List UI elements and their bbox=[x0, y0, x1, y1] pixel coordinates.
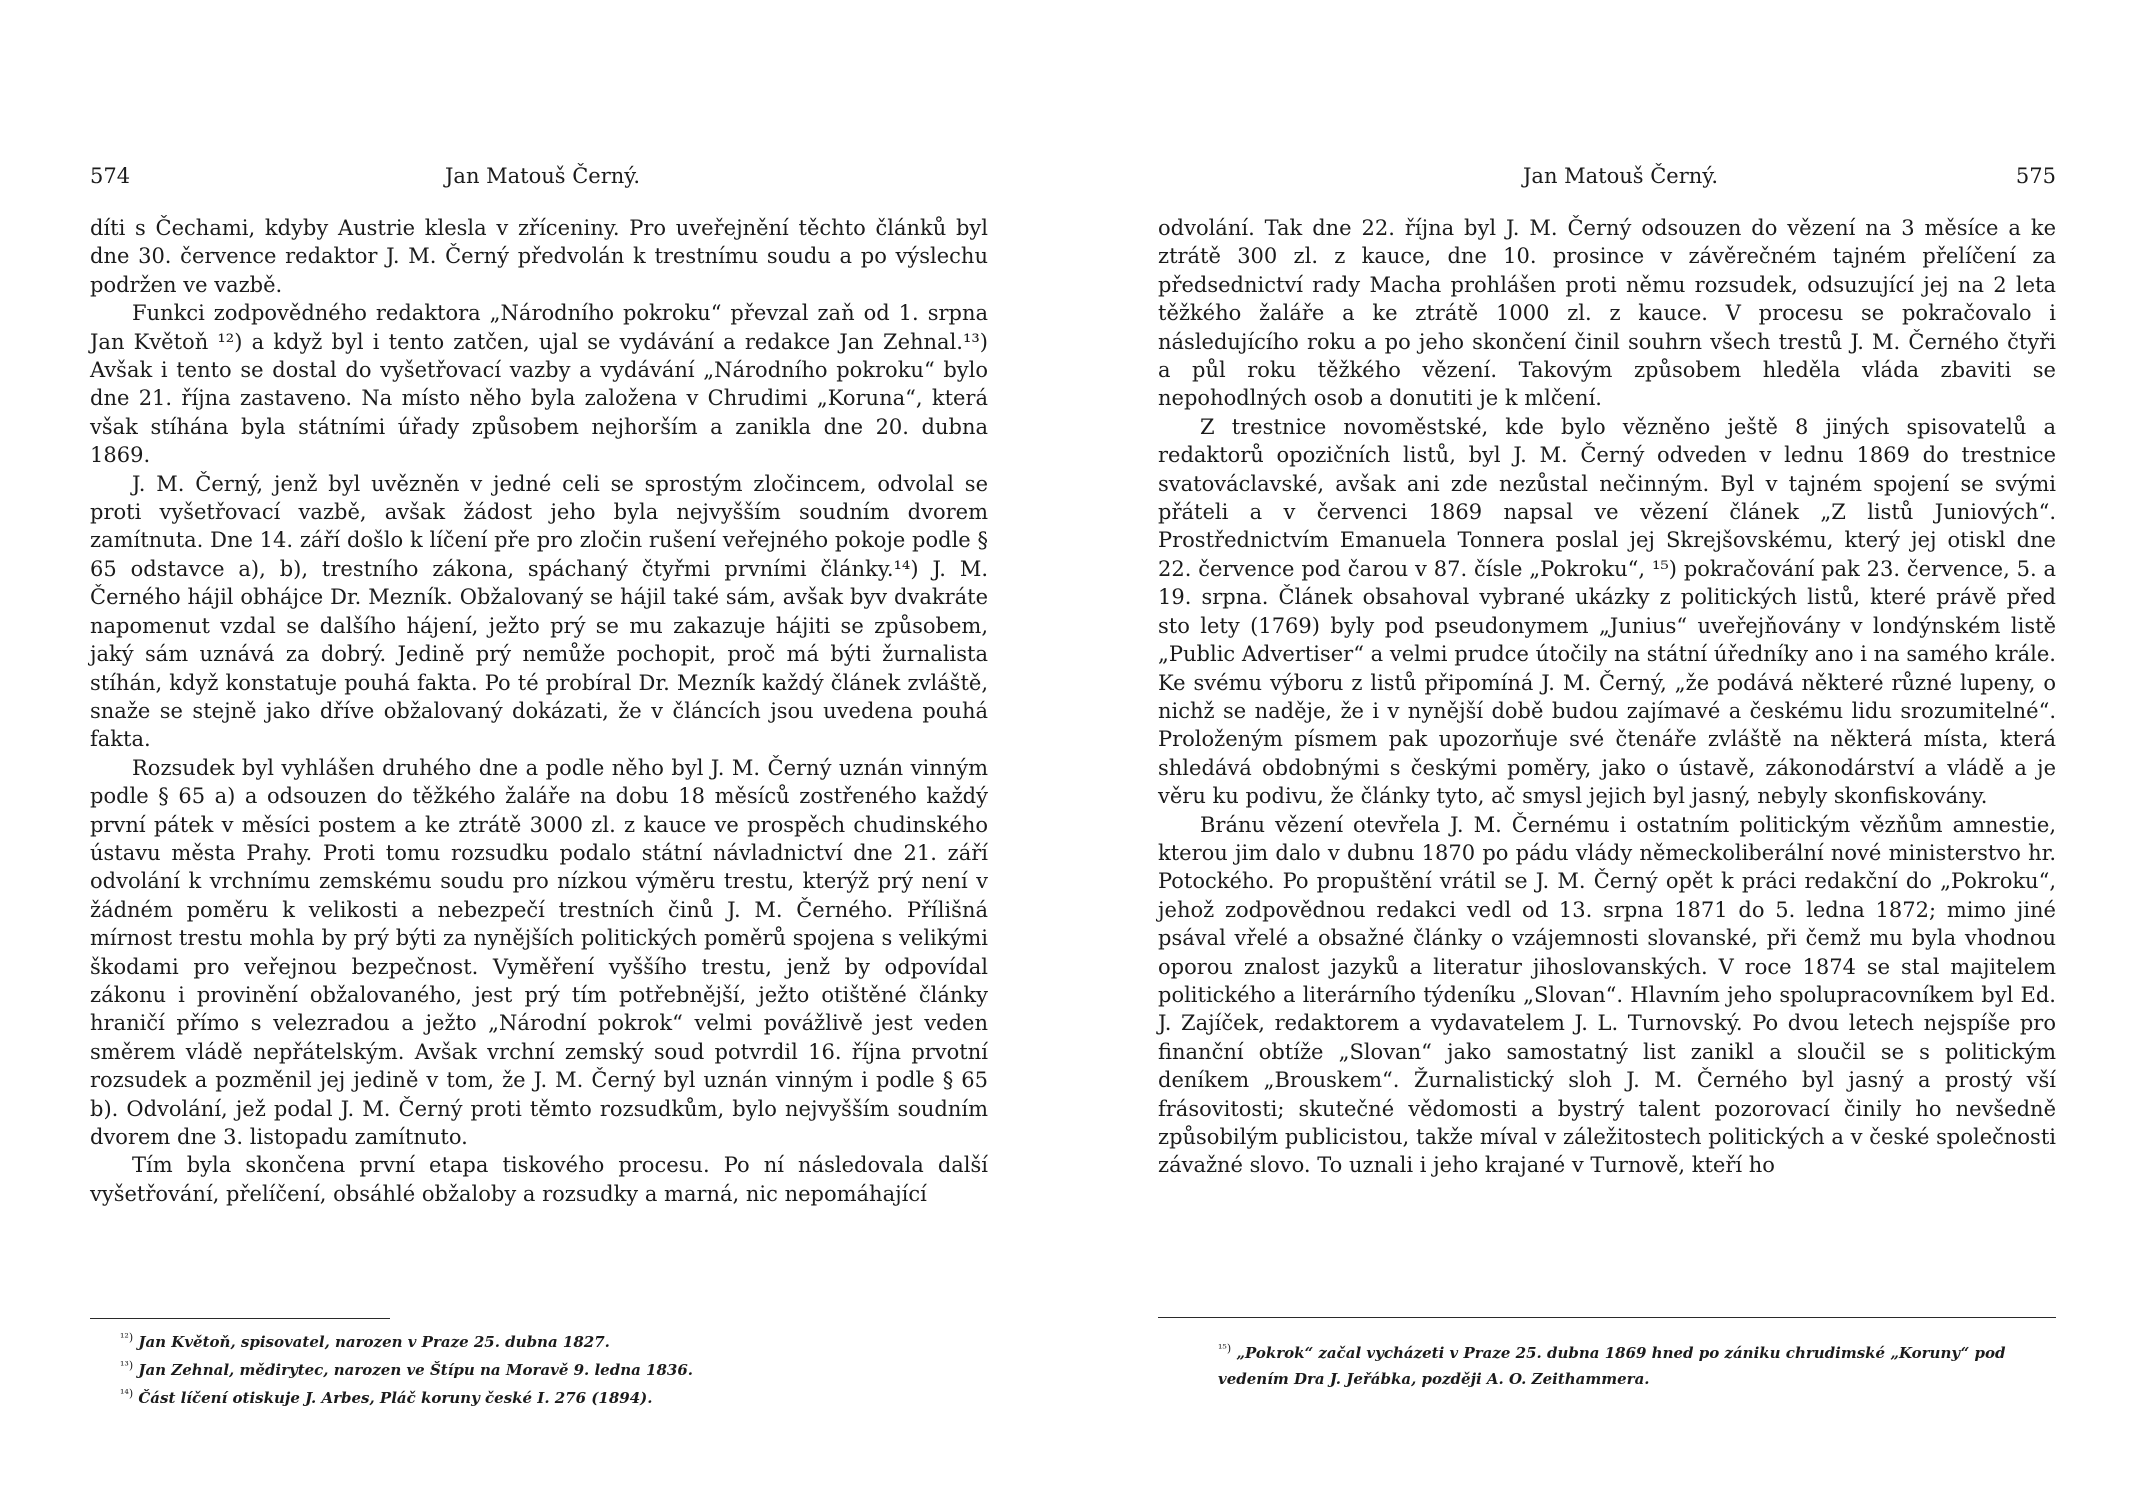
left-page-header bbox=[90, 160, 988, 192]
left-running-title: Jan Matouš Černý. bbox=[445, 164, 641, 188]
right-page-number: 575 bbox=[2015, 164, 2056, 188]
footnote-13-number: ¹³) bbox=[120, 1359, 134, 1372]
left-footnotes bbox=[120, 1326, 988, 1410]
footnote-12-text: Jan Květoň, spisovatel, narozen v Praze 25. dubna 1827. bbox=[138, 1333, 610, 1351]
right-paragraph-1: odvolání. Tak dne 22. října byl J. M. Černý odsouzen do vězení na 3 měsíce a ke ztrátě 300 zl. z kauce, dne 10. prosince v závěrečném tajném přelíčení za předsednictví rady Macha prohlášen proti němu rozsudek, odsuzující jej na 2 leta těžkého žaláře a ke ztrátě 1000 zl. z kauce. V procesu se pokračovalo i následujícího roku a po jeho skončení činil souhrn všech trestů J. M. Černého čtyři a půl roku těžkého vězení. Takovým způsobem hleděla vláda zbaviti se nepohodlných osob a donutiti je k mlčení. bbox=[1158, 216, 2056, 411]
footnote-14-number: ¹⁴) bbox=[120, 1387, 134, 1400]
left-paragraph-2: Funkci zodpovědného redaktora „Národního pokroku“ převzal zaň od 1. srpna Jan Květoň ¹²) a když byl i tento zatčen, ujal se vydávání a redakce Jan Zehnal.¹³) Avšak i tento se dostal do vyšetřovací vazby a vydávání „Národního pokroku“ bylo dne 21. října zastaveno. Na místo něho byla založena v Chrudimi „Koruna“, která však stíhána byla státními úřady způsobem nejhorším a zanikla dne 20. dubna 1869. bbox=[90, 301, 988, 468]
footnote-15-number: ¹⁵) bbox=[1218, 1342, 1232, 1355]
footnote-14-text: Část líčení otiskuje J. Arbes, Pláč koruny české I. 276 (1894). bbox=[138, 1389, 653, 1407]
left-page-number: 574 bbox=[90, 164, 131, 188]
footnote-13 bbox=[120, 1354, 988, 1382]
footnote-13-text: Jan Zehnal, mědirytec, narozen ve Štípu na Moravě 9. ledna 1836. bbox=[138, 1361, 694, 1379]
right-running-title: Jan Matouš Černý. bbox=[1523, 164, 1719, 188]
footnote-15 bbox=[1218, 1336, 2056, 1392]
left-footnote-rule bbox=[90, 1318, 390, 1319]
right-page-body bbox=[1158, 214, 2056, 1180]
right-footnote-rule bbox=[1158, 1317, 2056, 1318]
right-paragraph-3: Bránu vězení otevřela J. M. Černému i ostatním politickým vězňům amnestie, kterou jim dalo v dubnu 1870 po pádu vlády německoliberální nové ministerstvo hr. Potockého. Po propuštění vrátil se J. M. Černý opět k práci redakční do „Pokroku“, jehož zodpovědnou redakci vedl od 13. srpna 1871 do 5. ledna 1872; mimo jiné psával vřelé a obsažné články o vzájemnosti slovanské, při čemž mu byla vhodnou oporou znalost jazyků a literatur jihoslovanských. V roce 1874 se stal majitelem politického a literárního týdeníku „Slovan“. Hlavním jeho spolupracovníkem byl Ed. J. Zajíček, redaktorem a vydavatelem J. L. Turnovský. Po dvou letech nejspíše pro finanční obtíže „Slovan“ jako samostatný list zanikl a sloučil se s politickým deníkem „Brouskem“. Žurnalistický sloh J. M. Černého byl jasný a prostý vší frásovitosti; skutečné vědomosti a bystrý talent pozorovací činily ho nevšedně způsobilým publicistou, takže míval v záležitostech politických a v české společnosti závažné slovo. To uznali i jeho krajané v Turnově, kteří ho bbox=[1158, 812, 2056, 1178]
right-paragraph-2: Z trestnice novoměstské, kde bylo vězněno ještě 8 jiných spisovatelů a redaktorů opozičních listů, byl J. M. Černý odveden v lednu 1869 do trestnice svatováclavské, avšak ani zde nezůstal nečinným. Byl v tajném spojení se svými přáteli a v červenci 1869 napsal ve vězení článek „Z listů Juniových“. Prostřednictvím Emanuela Tonnera poslal jej Skrejšovskému, který jej otiskl dne 22. července pod čarou v 87. čísle „Pokroku“, ¹⁵) pokračování pak 23. července, 5. a 19. srpna. Článek obsahoval vybrané ukázky z politických listů, které právě před sto lety (1769) byly pod pseudonymem „Junius“ uveřejňovány v londýnském listě „Public Advertiser“ a velmi prudce útočily na státní úředníky ano i na samého krále. Ke svému výboru z listů připomíná J. M. Černý, „že podává některé různé lupeny, o nichž se naděje, že i v nynější době budou zajímavé a českému lidu srozumitelné“. Proloženým písmem pak upozorňuje své čtenáře zvláště na některá místa, která shledává obdobnými s českými poměry, jako o ústavě, zákonodárství a vládě a je věru ku podivu, že články tyto, ač smysl jejich byl jasný, nebyly skonfiskovány. bbox=[1158, 414, 2056, 809]
left-paragraph-1: díti s Čechami, kdyby Austrie klesla v zříceniny. Pro uveřejnění těchto článků byl dne 30. července redaktor J. M. Černý předvolán k trestnímu soudu a po výslechu podržen ve vazbě. bbox=[90, 216, 988, 297]
footnote-15-text: „Pokrok“ začal vycházeti v Praze 25. dubna 1869 hned po zániku chrudimské „Koruny“ pod vedením Dra J. Jeřábka, později A. O. Zeithammera. bbox=[1218, 1344, 2006, 1388]
left-page bbox=[90, 0, 988, 1500]
footnote-12-number: ¹²) bbox=[120, 1331, 134, 1344]
left-paragraph-4: Rozsudek byl vyhlášen druhého dne a podle něho byl J. M. Černý uznán vinným podle § 65 a) a odsouzen do těžkého žaláře na dobu 18 měsíců zostřeného každý první pátek v měsíci postem a ke ztrátě 3000 zl. z kauce ve prospěch chudinského ústavu města Prahy. Proti tomu rozsudku podalo státní návladnictví dne 21. září odvolání k vrchnímu zemskému soudu pro nízkou výměru trestu, kterýž prý není v žádném poměru k velikosti a nebezpečí trestních činů J. M. Černého. Přílišná mírnost trestu mohla by prý býti za nynějších politických poměrů spojena s velikými škodami pro veřejnou bezpečnost. Vyměření vyššího trestu, jenž by odpovídal zákonu i provinění obžalovaného, jest prý tím potřebnější, ježto otištěné články hraničí přímo s velezradou a ježto „Národní pokrok“ velmi povážlivě jest veden směrem vládě nepřátelským. Avšak vrchní zemský soud potvrdil 16. října prvotní rozsudek a pozměnil jej jedině v tom, že J. M. Černý byl uznán vinným i podle § 65 b). Odvolání, jež podal J. M. Černý proti těmto rozsudkům, bylo nejvyšším soudním dvorem dne 3. listopadu zamítnuto. bbox=[90, 755, 988, 1149]
right-page-header bbox=[1158, 160, 2056, 192]
footnote-12 bbox=[120, 1326, 988, 1354]
left-paragraph-3: J. M. Černý, jenž byl uvězněn v jedné celi se sprostým zločincem, odvolal se proti vyšetřovací vazbě, avšak žádost jeho byla nejvyšším soudním dvorem zamítnuta. Dne 14. září došlo k líčení pře pro zločin rušení veřejného pokoje podle § 65 odstavce a), b), trestního zákona, spáchaný čtyřmi prvními články.¹⁴) J. M. Černého hájil obhájce Dr. Mezník. Obžalovaný se hájil také sám, avšak byv dvakráte napomenut vzdal se dalšího hájení, ježto prý se mu zakazuje hájiti se způsobem, jaký sám uznává za dobrý. Jedině prý nemůže pochopit, proč má býti žurnalista stíhán, když konstatuje pouhá fakta. Po té probíral Dr. Mezník každý článek zvláště, snaže se stejně jako dříve obžalovaný dokázati, že v článcích jsou uvedena pouhá fakta. bbox=[90, 471, 988, 752]
right-page bbox=[1158, 0, 2056, 1500]
left-paragraph-5: Tím byla skončena první etapa tiskového procesu. Po ní následovala další vyšetřování, přelíčení, obsáhlé obžaloby a rozsudky a marná, nic nepomáhající bbox=[90, 1153, 988, 1206]
right-footnotes bbox=[1218, 1336, 2056, 1392]
left-page-body bbox=[90, 214, 988, 1208]
footnote-14 bbox=[120, 1382, 988, 1410]
